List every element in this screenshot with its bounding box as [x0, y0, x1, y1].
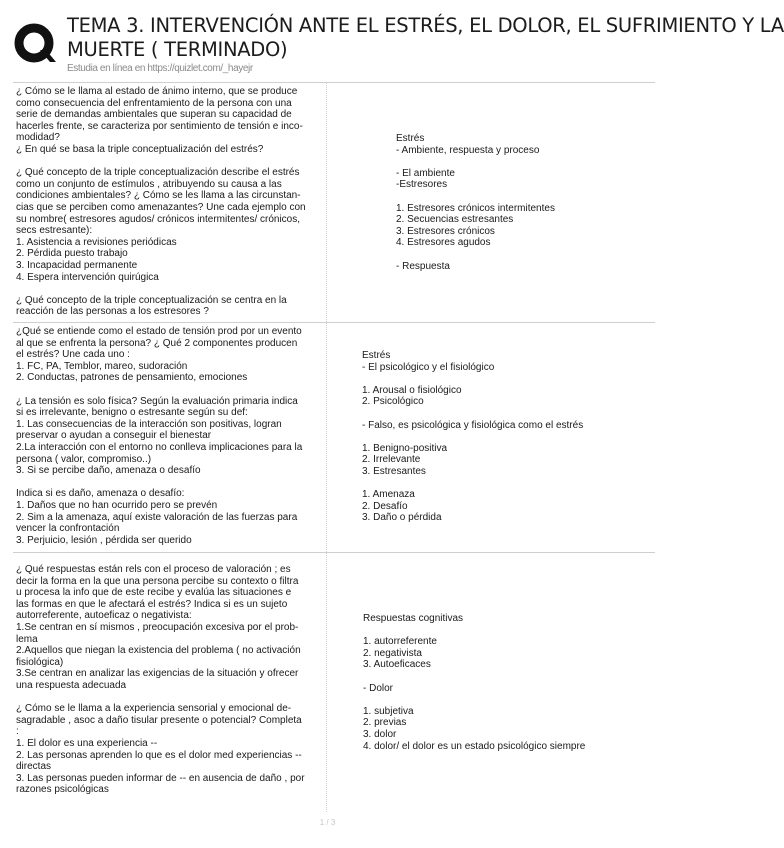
page-number: 1 / 3 — [319, 818, 336, 827]
text-line: cias que se perciben como amenazantes? Une cada ejemplo con — [16, 201, 306, 213]
text-line: ¿ Qué concepto de la triple conceptualización describe el estrés — [16, 167, 300, 179]
title-line-1: TEMA 3. INTERVENCIÓN ANTE EL ESTRÉS, EL DOLOR, EL SUFRIMIENTO Y LA — [67, 14, 784, 37]
blank-line — [363, 625, 683, 637]
card-divider — [13, 322, 655, 323]
header-divider — [13, 82, 655, 83]
text-line: : — [16, 726, 19, 738]
text-line: serie de demandas ambientales que superan su capacidad de — [16, 109, 292, 121]
text-line: 2. Irrelevante — [362, 454, 421, 466]
blank-line — [16, 692, 322, 704]
blank-line — [362, 478, 682, 490]
text-line: - Ambiente, respuesta y proceso — [396, 144, 540, 156]
text-line: 2.La interacción con el entorno no conlleva implicaciones para la — [16, 441, 303, 453]
text-line: 2. Pérdida puesto trabajo — [16, 248, 128, 260]
text-line: 3. Estresantes — [362, 465, 426, 477]
text-line: 2. Sim a la amenaza, aquí existe valoración de las fuerzas para — [16, 511, 298, 523]
text-line: ¿Qué se entiende como el estado de tensión prod por un evento — [16, 326, 302, 337]
text-line: reacción de las personas a los estresores ? — [16, 306, 209, 318]
card-divider — [13, 552, 655, 553]
text-line: decir la forma en la que una persona percibe su contexto o filtra — [16, 575, 299, 587]
text-line: 2.Aquellos que niegan la existencia del problema ( no activación — [16, 645, 301, 657]
text-line: 2. Conductas, patrones de pensamiento, emociones — [16, 372, 248, 384]
text-line: lema — [16, 633, 38, 645]
text-line: 1. Amenaza — [362, 489, 415, 501]
text-line: 3. dolor — [363, 728, 397, 740]
text-line: una respuesta adecuada — [16, 679, 127, 691]
text-line: ¿ La tensión es solo física? Según la evaluación primaria indica — [16, 395, 298, 407]
blank-line — [363, 671, 683, 683]
text-line: fisiológica) — [16, 656, 64, 668]
text-line: Indica si es daño, amenaza o desafío: — [16, 488, 185, 500]
text-line: Respuestas cognitivas — [363, 613, 464, 624]
study-online-link[interactable]: Estudia en línea en https://quizlet.com/_hayejr — [67, 63, 253, 74]
document-title — [67, 14, 784, 62]
text-line: como un conjunto de estímulos , atribuyendo su causa a las — [16, 178, 282, 190]
text-line: 3. Estresores crónicos — [396, 225, 495, 237]
blank-line — [16, 384, 322, 396]
text-line: - El psicológico y el fisiológico — [362, 361, 495, 373]
text-line: modidad? — [16, 132, 60, 144]
card-3-definition — [363, 613, 683, 752]
text-line: directas — [16, 761, 52, 773]
blank-line — [362, 431, 682, 443]
text-line: 1. Asistencia a revisiones periódicas — [16, 236, 177, 248]
text-line: las formas en que le afectará el estrés? Indica si es un sujeto — [16, 598, 288, 610]
card-1-term — [16, 86, 322, 318]
blank-line — [16, 283, 322, 295]
text-line: autorreferente, autoeficaz o negativista: — [16, 610, 192, 622]
text-line: - El ambiente — [396, 167, 455, 179]
text-line: hacerles frente, se caracteriza por sentimiento de tensión e inco- — [16, 120, 303, 132]
text-line: - Dolor — [363, 682, 394, 694]
blank-line — [396, 249, 716, 261]
text-line: razones psicológicas — [16, 784, 109, 796]
text-line: 1. Arousal o fisiológico — [362, 384, 462, 396]
text-line: 4. dolor/ el dolor es un estado psicológico siempre — [363, 740, 586, 752]
text-line: su nombre( estresores agudos/ crónicos intermitentes/ crónicos, — [16, 213, 301, 225]
text-line: 3. Autoeficaces — [363, 659, 431, 671]
text-line: al que se enfrenta la persona? ¿ Qué 2 componentes producen — [16, 337, 298, 349]
text-line: 2. Psicológico — [362, 396, 424, 408]
text-line: persona ( valor, compromiso..) — [16, 453, 152, 465]
text-line: ¿ Cómo se le llama al estado de ánimo interno, que se produce — [16, 86, 298, 97]
text-line: 2. negativista — [363, 647, 422, 659]
text-line: 2. Desafío — [362, 500, 408, 512]
text-line: 1.Se centran en sí mismos , preocupación excesiva por el prob- — [16, 621, 299, 633]
text-line: el estrés? Une cada uno : — [16, 349, 130, 361]
card-2-definition — [362, 350, 682, 524]
text-line: 1. Estresores crónicos intermitentes — [396, 202, 555, 214]
text-line: 1. autorreferente — [363, 636, 437, 648]
card-3-term — [16, 564, 322, 796]
blank-line — [396, 191, 716, 203]
text-line: ¿ Qué respuestas están rels con el proceso de valoración ; es — [16, 564, 291, 575]
text-line: -Estresores — [396, 179, 448, 191]
text-line: 2. Las personas aprenden lo que es el dolor med experiencias -- — [16, 749, 302, 761]
text-line: si es irrelevante, benigno o estresante según su def: — [16, 407, 248, 419]
text-line: 3. Perjuicio, lesión , pérdida ser querido — [16, 534, 192, 546]
text-line: ¿ Qué concepto de la triple conceptualización se centra en la — [16, 294, 287, 306]
text-line: 1. Las consecuencias de la interacción son positivas, logran — [16, 418, 282, 430]
text-line: preservar o ayudan a conseguir el bienestar — [16, 430, 212, 442]
blank-line — [362, 373, 682, 385]
text-line: 3. Daño o pérdida — [362, 512, 442, 524]
text-line: ¿ Cómo se le llama a la experiencia sensorial y emocional de- — [16, 703, 292, 715]
title-line-2: MUERTE ( TERMINADO) — [67, 38, 288, 61]
text-line: secs estresante): — [16, 225, 93, 237]
card-2-term — [16, 326, 322, 546]
text-line: 1. Benigno-positiva — [362, 442, 448, 454]
blank-line — [16, 477, 322, 489]
text-line: 3. Incapacidad permanente — [16, 259, 138, 271]
text-line: ¿ En qué se basa la triple conceptualización del estrés? — [16, 143, 264, 155]
text-line: 2. Secuencias estresantes — [396, 214, 514, 226]
text-line: 4. Estresores agudos — [396, 237, 491, 249]
text-line: 1. subjetiva — [363, 705, 414, 717]
text-line: - Falso, es psicológica y fisiológica como el estrés — [362, 419, 584, 431]
card-1-definition — [396, 133, 716, 272]
blank-line — [362, 408, 682, 420]
column-divider — [326, 82, 327, 812]
text-line: 1. Daños que no han ocurrido pero se prevén — [16, 499, 218, 511]
text-line: 2. previas — [363, 717, 407, 729]
text-line: 1. El dolor es una experiencia -- — [16, 737, 158, 749]
text-line: sagradable , asoc a daño tisular presente o potencial? Completa — [16, 714, 302, 726]
text-line: condiciones ambientales? ¿ Cómo se les llama a las circunstan- — [16, 190, 301, 202]
text-line: - Respuesta — [396, 260, 450, 272]
text-line: como consecuencia del enfrentamiento de la persona con una — [16, 97, 292, 109]
text-line: vencer la confrontación — [16, 523, 120, 535]
text-line: 3. Si se percibe daño, amenaza o desafío — [16, 465, 201, 477]
blank-line — [363, 694, 683, 706]
blank-line — [396, 156, 716, 168]
text-line: Estrés — [396, 133, 425, 144]
blank-line — [16, 156, 322, 168]
text-line: 3.Se centran en analizar las exigencias de la situación y ofrecer — [16, 668, 299, 680]
text-line: 4. Espera intervención quirúgica — [16, 271, 159, 283]
quizlet-logo-icon — [13, 22, 57, 66]
text-line: 3. Las personas pueden informar de -- en ausencia de daño , por — [16, 772, 305, 784]
text-line: u procesa la info que de este recibe y evalúa las situaciones e — [16, 587, 292, 599]
text-line: 1. FC, PA, Temblor, mareo, sudoración — [16, 360, 188, 372]
text-line: Estrés — [362, 350, 391, 361]
